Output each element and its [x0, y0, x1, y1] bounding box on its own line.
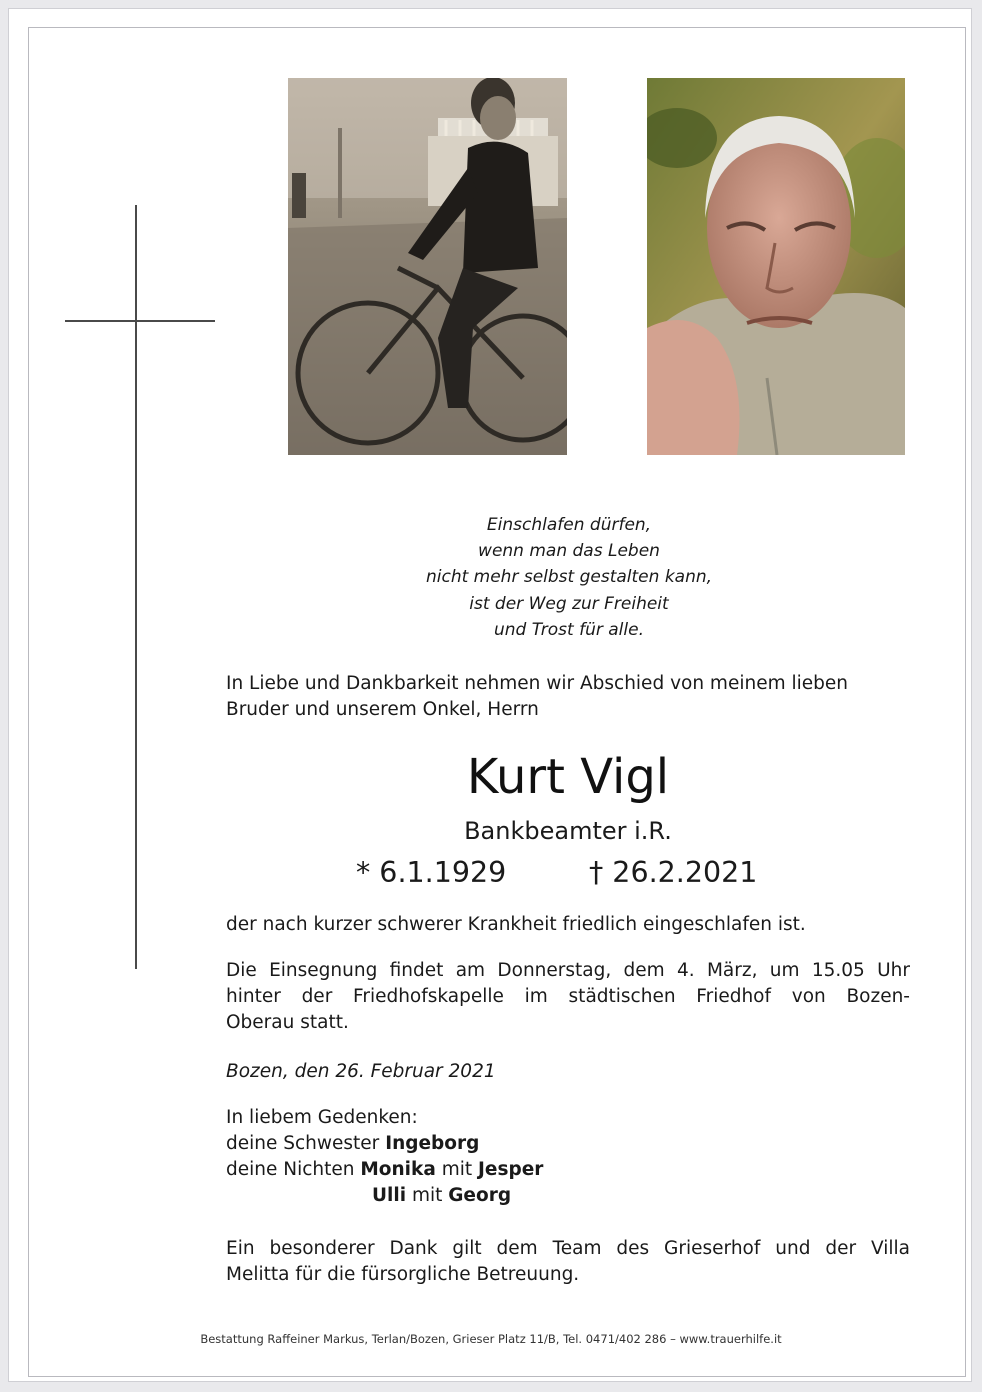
funeral-line-1: Die Einsegnung findet am Donnerstag, dem 4. März, um 15.05 Uhr [226, 960, 910, 981]
cross-icon-horizontal [65, 320, 215, 322]
thanks-line-2: Melitta für die fürsorgliche Betreuung. [226, 1264, 580, 1285]
thanks-line-1: Ein besonderer Dank gilt dem Team des Grieserhof und der Villa [226, 1238, 910, 1259]
nieces-prefix: deine Nichten [226, 1159, 355, 1180]
partner-name: Georg [448, 1185, 512, 1206]
photo-young-cyclist-image [288, 78, 567, 455]
mourner-niece-2 [226, 1183, 910, 1209]
death-date: † 26.2.2021 [589, 856, 758, 889]
memorial-quote [399, 512, 739, 643]
place-date-text: Bozen, den 26. Februar 2021 [226, 1061, 496, 1082]
funeral-line-2: hinter der Friedhofskapelle im städtischen Friedhof von Bozen- [226, 986, 910, 1007]
thanks-paragraph [226, 1236, 910, 1288]
passing-line: der nach kurzer schwerer Krankheit friedlich eingeschlafen ist. [226, 914, 806, 935]
with-word: mit [411, 1185, 443, 1206]
quote-line: nicht mehr selbst gestalten kann, [425, 567, 713, 588]
deceased-name: Kurt Vigl [466, 749, 670, 805]
passing-text [226, 912, 910, 938]
mourners-heading: In liebem Gedenken: [226, 1107, 418, 1128]
niece-name: Monika [360, 1159, 436, 1180]
obituary-card [8, 8, 972, 1382]
place-date [226, 1059, 910, 1085]
photo-young-cyclist [288, 78, 567, 455]
quote-line: Einschlafen dürfen, [486, 515, 652, 535]
niece-name: Ulli [372, 1185, 407, 1206]
mourners-list [226, 1105, 910, 1209]
funeral-line-3: Oberau statt. [226, 1012, 349, 1033]
photo-elderly-portrait [647, 78, 905, 455]
funeral-paragraph [226, 958, 910, 1036]
birth-date: * 6.1.1929 [356, 856, 507, 889]
intro-paragraph [226, 671, 910, 723]
funeral-home-footer: Bestattung Raffeiner Markus, Terlan/Bozen, Grieser Platz 11/B, Tel. 0471/402 286 – www.trauerhilfe.it [200, 1332, 782, 1346]
partner-name: Jesper [478, 1159, 544, 1180]
sister-name: Ingeborg [385, 1133, 480, 1154]
quote-line: ist der Weg zur Freiheit [469, 593, 669, 614]
with-word: mit [441, 1159, 473, 1180]
quote-line: wenn man das Leben [478, 541, 660, 562]
mourner-nieces [226, 1157, 910, 1183]
photo-elderly-portrait-image [647, 78, 905, 455]
sister-prefix: deine Schwester [226, 1133, 380, 1154]
intro-line-2: Bruder und unserem Onkel, Herrn [226, 699, 539, 720]
deceased-occupation: Bankbeamter i.R. [464, 817, 672, 845]
quote-line: und Trost für alle. [493, 619, 644, 640]
mourner-sister [226, 1131, 910, 1157]
intro-line-1: In Liebe und Dankbarkeit nehmen wir Abschied von meinem lieben [226, 673, 848, 694]
